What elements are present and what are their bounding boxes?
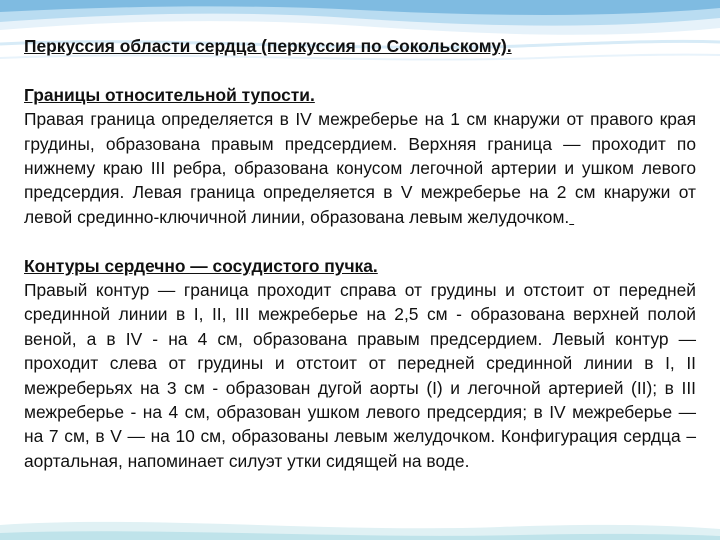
slide-content: [24, 34, 696, 473]
section-text-vascular-contours: Правый контур — граница проходит справа от грудины и отстоит от передней срединной линии в I, II, III межреберье на 2,5 см - образована верхней полой веной, а в IV - на 4 см, образована правым предсердием. Левый контур — проходит слева от грудины и отстоит от передней срединной линии в I, II межреберьях на 3 см - образован дугой аорты (I) и легочной артерией (II); в III межреберье - на 4 см, образован ушком левого предсердия; в IV межреберье — на 7 см, в V — на 10 см, образованы левым желудочком. Конфигурация сердца – аортальная, напоминает силуэт утки сидящей на воде.: [24, 280, 696, 471]
section-heading-vascular-contours: Контуры сердечно — сосудистого пучка.: [24, 255, 378, 276]
section-gap: [24, 229, 696, 253]
trailing-underline: [569, 205, 575, 229]
slide-title: Перкуссия области сердца (перкуссия по Сокольскому).: [24, 36, 512, 56]
bottom-wave-decoration: [0, 495, 720, 540]
section-text-relative-dullness: [24, 107, 696, 229]
section-body-relative-dullness: Правая граница определяется в IV межреберье на 1 см кнаружи от правого края грудины, образована правым предсердием. Верхняя граница — проходит по нижнему краю III ребра, образована конусом легочной артерии и ушком левого предсердия. Левая граница определяется в V межреберье на 2 см кнаружи от левой срединно-ключичной линии, образована левым желудочком.: [24, 109, 696, 227]
section-heading-relative-dullness: Границы относительной тупости.: [24, 84, 315, 105]
